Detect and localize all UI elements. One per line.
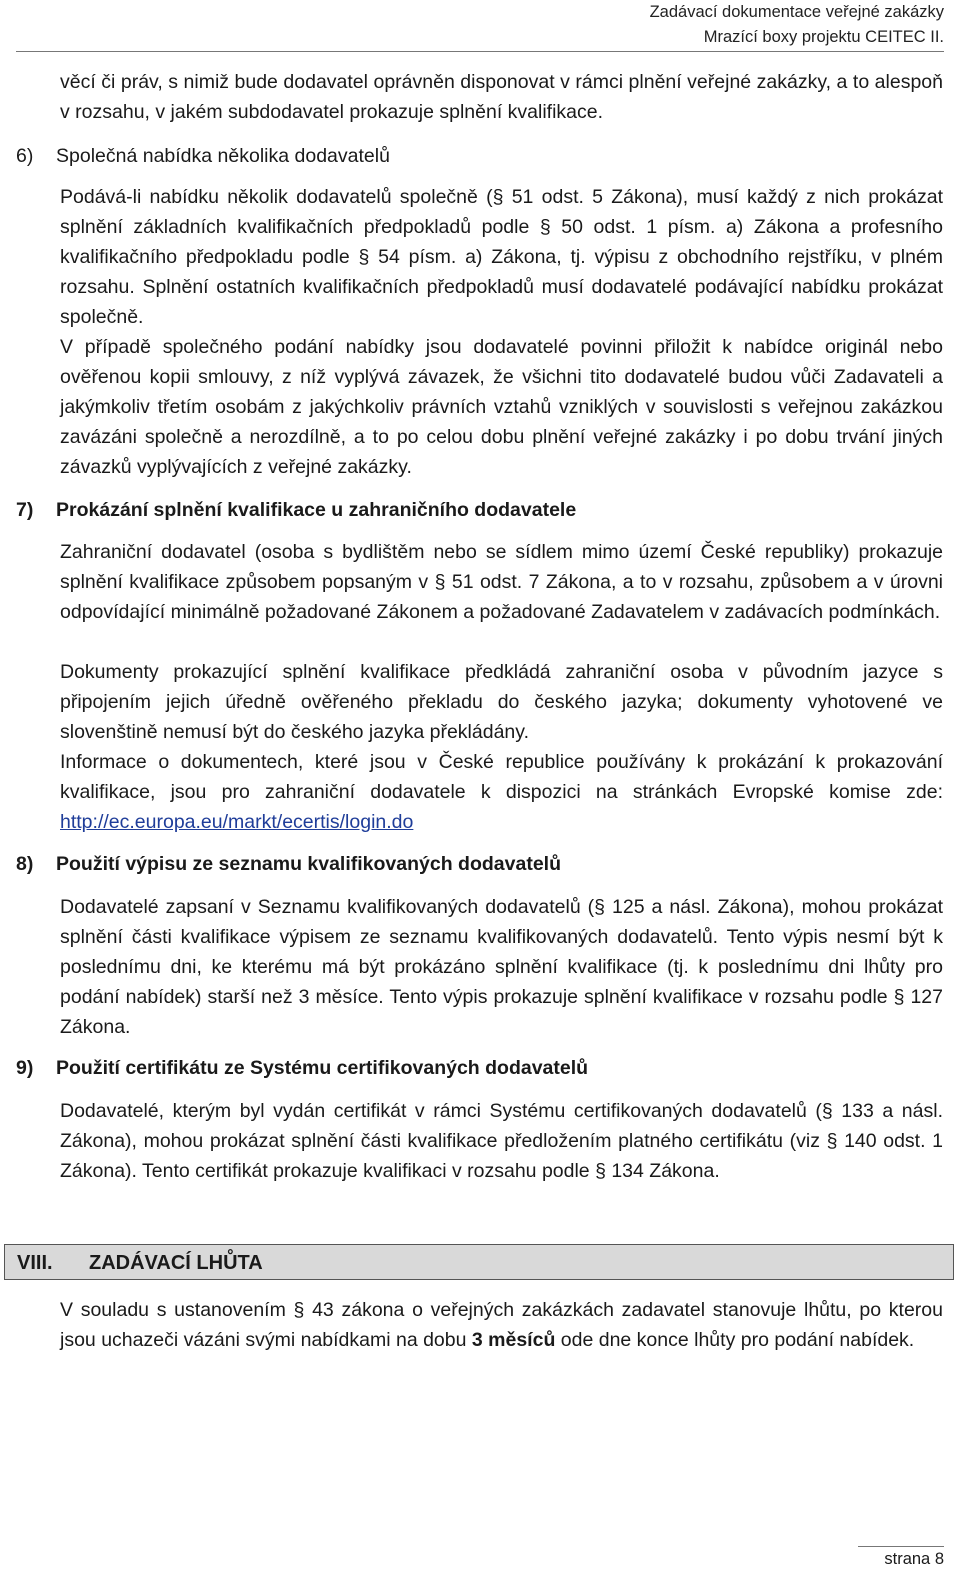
section-8-number: 8) [16, 853, 34, 875]
section-6-paragraph-2: V případě společného podání nabídky jsou dodavatelé povinni přiložit k nabídce originál nebo ověřenou kopii smlouvy, z níž vyplývá závazek, že všichni tito dodavatelé budou vůči Zadavateli a jakýmkoliv třetím osobám z jakýchkoliv právních vztahů vzniklých v souvislosti s veřejnou zakázkou zavázáni společně a nerozdílně, a to po celou dobu plnění veřejné zakázky i po dobu trvání jiných závazků vyplývajících z veřejné zakázky. [60, 336, 943, 478]
header-divider [16, 51, 944, 52]
section-7-paragraph-3-text: Informace o dokumentech, které jsou v České republice používány k prokázání k prokazování kvalifikace, jsou pro zahraniční dodavatele k dispozici na stránkách Evropské komise zde: [60, 751, 943, 803]
header-document-title: Zadávací dokumentace veřejné zakázky [649, 3, 944, 21]
chapter-paragraph-end: ode dne konce lhůty pro podání nabídek. [555, 1329, 915, 1351]
section-7-paragraph-2: Dokumenty prokazující splnění kvalifikace předkládá zahraniční osoba v původním jazyce s připojením jejich úředně ověřeného překladu do českého jazyka; dokumenty vyhotovené ve slovenštině nemusí být do českého jazyka překládány. [60, 661, 943, 743]
section-9-heading [16, 1053, 588, 1083]
section-6-title: Společná nabídka několika dodavatelů [56, 145, 390, 167]
section-7-number: 7) [16, 499, 34, 521]
chapter-title: ZADÁVACÍ LHŮTA [89, 1252, 263, 1274]
section-6-heading [16, 141, 390, 171]
page-header [650, 0, 944, 50]
section-7-paragraph-1: Zahraniční dodavatel (osoba s bydlištěm nebo se sídlem mimo území České republiky) prokazuje splnění kvalifikace způsobem popsaným v § 51 odst. 7 Zákona, a to v rozsahu, způsobem a v úrovni odpovídající minimálně požadované Zákonem a požadované Zadavatelem v zadávacích podmínkách. [60, 541, 943, 623]
intro-paragraph: věcí či práv, s nimiž bude dodavatel oprávněn disponovat v rámci plnění veřejné zakázky, a to alespoň v rozsahu, v jakém subdodavatel prokazuje splnění kvalifikace. [60, 71, 943, 123]
ecertis-link[interactable]: http://ec.europa.eu/markt/ecertis/login.do [60, 811, 414, 833]
section-7-paragraph-3 [60, 747, 943, 837]
chapter-paragraph-start: V souladu s ustanovením § 43 zákona o veřejných zakázkách zadavatel stanovuje lhůtu, po kterou jsou uchazeči vázáni svými nabídkami na dobu [60, 1299, 943, 1351]
section-9-paragraph-1: Dodavatelé, kterým byl vydán certifikát v rámci Systému certifikovaných dodavatelů (§ 133 a násl. Zákona), mohou prokázat splnění části kvalifikace předložením platného certifikátu (viz § 140 odst. 1 Zákona). Tento certifikát prokazuje kvalifikaci v rozsahu podle § 134 Zákona. [60, 1100, 943, 1182]
section-7-title: Prokázání splnění kvalifikace u zahraničního dodavatele [56, 499, 577, 521]
section-6-paragraph-1: Podává-li nabídku několik dodavatelů společně (§ 51 odst. 5 Zákona), musí každý z nich prokázat splnění základních kvalifikačních předpokladů podle § 50 odst. 1 písm. a) Zákona a profesního kvalifikačního předpokladu podle § 54 písm. a) Zákona, tj. výpisu z obchodního rejstříku, v plném rozsahu. Splnění ostatních kvalifikačních předpokladů musí dodavatelé podávající nabídku prokázat společně. [60, 186, 943, 328]
section-8-heading [16, 849, 561, 879]
page-number: strana 8 [884, 1550, 944, 1568]
section-8-title: Použití výpisu ze seznamu kvalifikovaných dodavatelů [56, 853, 561, 875]
section-7-heading [16, 495, 576, 525]
footer-divider [858, 1546, 944, 1547]
section-8-paragraph-1: Dodavatelé zapsaní v Seznamu kvalifikovaných dodavatelů (§ 125 a násl. Zákona), mohou prokázat splnění části kvalifikace výpisem ze seznamu kvalifikovaných dodavatelů. Tento výpis nesmí být k poslednímu dni, ke kterému má být prokázáno splnění kvalifikace (tj. k poslednímu dni lhůty pro podání nabídek) starší než 3 měsíce. Tento výpis prokazuje splnění kvalifikace v rozsahu podle § 127 Zákona. [60, 896, 943, 1038]
chapter-paragraph-duration: 3 měsíců [471, 1329, 556, 1351]
chapter-heading-bar [4, 1244, 954, 1280]
chapter-number: VIII. [17, 1252, 53, 1274]
chapter-paragraph [60, 1295, 943, 1355]
header-project-title: Mrazící boxy projektu CEITEC II. [703, 28, 944, 46]
section-9-number: 9) [16, 1057, 34, 1079]
section-6-number: 6) [16, 145, 34, 167]
section-9-title: Použití certifikátu ze Systému certifikovaných dodavatelů [56, 1057, 589, 1079]
